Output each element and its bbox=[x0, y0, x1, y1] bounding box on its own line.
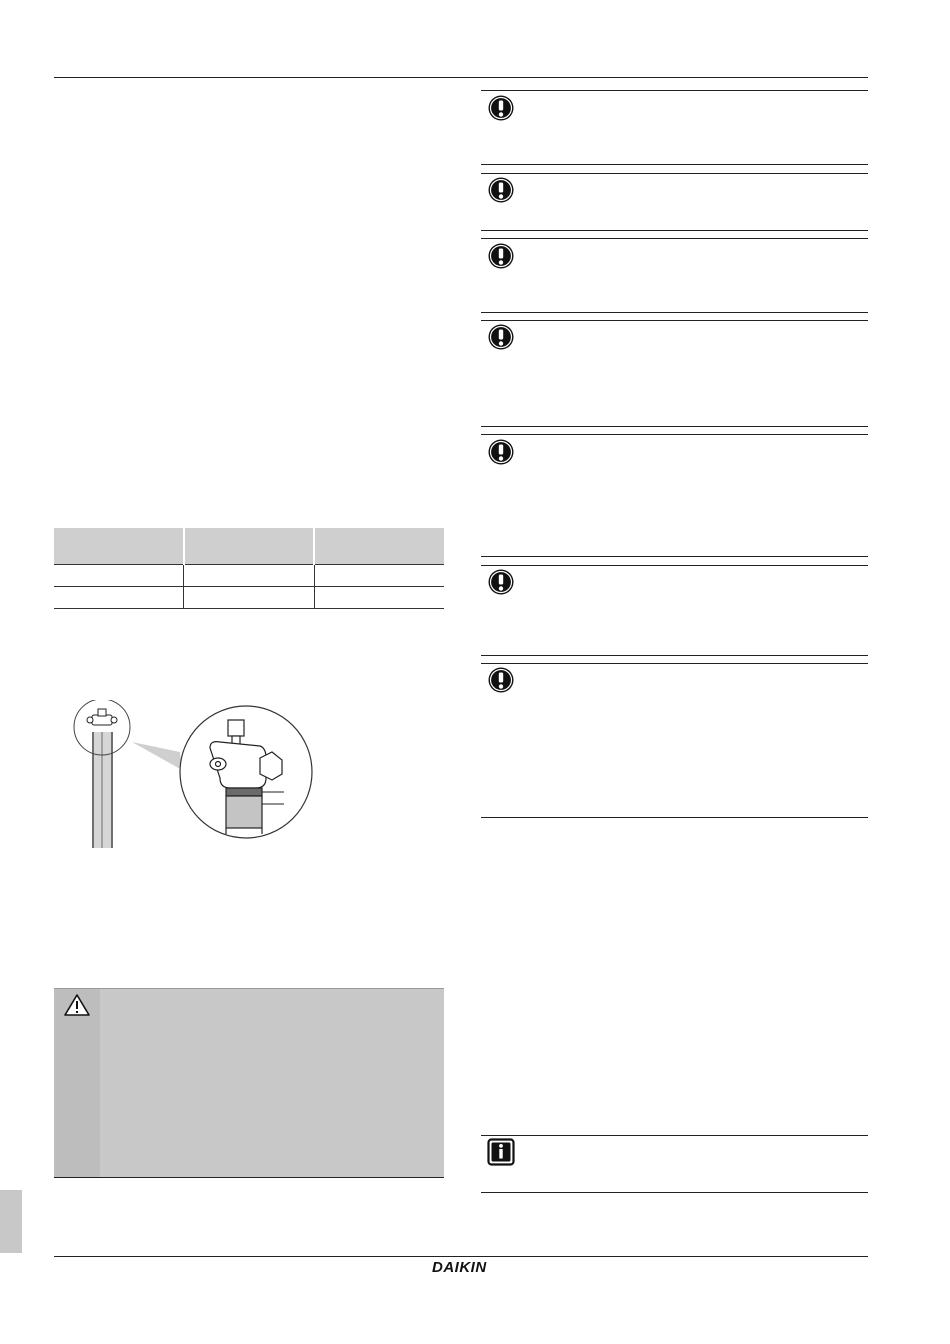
table-header-cell bbox=[54, 528, 184, 565]
table-header-row bbox=[54, 528, 444, 565]
info-rule-top bbox=[481, 1135, 868, 1136]
table-cell bbox=[184, 587, 315, 609]
notice-rule-bottom bbox=[481, 312, 868, 313]
notice-rule-bottom bbox=[481, 164, 868, 165]
notice-rule-bottom bbox=[481, 556, 868, 557]
table-cell bbox=[184, 565, 315, 587]
notice-rule-top bbox=[481, 565, 868, 566]
important-icon bbox=[487, 568, 515, 596]
important-icon bbox=[487, 323, 515, 351]
chapter-tab bbox=[0, 1190, 22, 1253]
notice-rule-top bbox=[481, 320, 868, 321]
notice-rule-bottom bbox=[481, 426, 868, 427]
table-header-cell bbox=[314, 528, 444, 565]
important-icon bbox=[487, 242, 515, 270]
table-row bbox=[54, 565, 444, 587]
info-rule-bottom bbox=[481, 1192, 868, 1193]
footer-rule bbox=[54, 1256, 868, 1257]
caution-sidebar bbox=[54, 989, 100, 1177]
notice-rule-bottom bbox=[481, 817, 868, 818]
important-icon bbox=[487, 666, 515, 694]
important-icon bbox=[487, 176, 515, 204]
notice-rule-top bbox=[481, 90, 868, 91]
warning-triangle-icon bbox=[63, 993, 91, 1017]
data-table bbox=[54, 528, 444, 609]
table-row bbox=[54, 587, 444, 609]
table-cell bbox=[54, 565, 184, 587]
caution-rule-bottom bbox=[54, 1177, 444, 1178]
table-cell bbox=[314, 565, 444, 587]
notice-rule-bottom bbox=[481, 230, 868, 231]
header-rule bbox=[54, 77, 868, 78]
notice-rule-top bbox=[481, 238, 868, 239]
table-header-cell bbox=[184, 528, 315, 565]
info-icon bbox=[487, 1138, 515, 1166]
pipe-valve-figure bbox=[60, 700, 320, 848]
table-cell bbox=[314, 587, 444, 609]
notice-rule-bottom bbox=[481, 655, 868, 656]
notice-rule-top bbox=[481, 173, 868, 174]
caution-box bbox=[54, 988, 444, 1177]
table-cell bbox=[54, 587, 184, 609]
notice-rule-top bbox=[481, 663, 868, 664]
valve-small bbox=[87, 709, 117, 725]
important-icon bbox=[487, 94, 515, 122]
important-icon bbox=[487, 438, 515, 466]
zoom-connector bbox=[132, 742, 182, 770]
brand-logo: DAIKIN bbox=[432, 1259, 487, 1276]
notice-rule-top bbox=[481, 434, 868, 435]
